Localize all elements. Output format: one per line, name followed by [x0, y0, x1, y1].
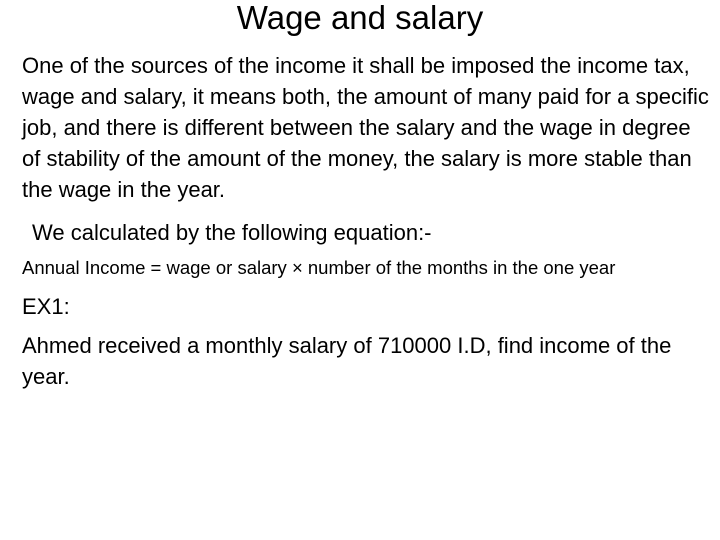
example-text: Ahmed received a monthly salary of 710000 I.D, find income of the year.	[22, 333, 672, 389]
slide-title: Wage and salary	[236, 0, 484, 36]
example-label: EX1:	[22, 294, 70, 319]
slide-body	[22, 50, 712, 392]
definition-paragraph: One of the sources of the income it shall be imposed the income tax, wage and salary, it means both, the amount of many paid for a specific job, and there is different between the salary and the wage in degree of stability of the amount of the money, the salary is more stable than the wage in the year.	[22, 53, 709, 202]
equation-intro: We calculated by the following equation:-	[32, 220, 432, 245]
equation-text: Annual Income = wage or salary × number of the months in the one year	[22, 257, 616, 278]
